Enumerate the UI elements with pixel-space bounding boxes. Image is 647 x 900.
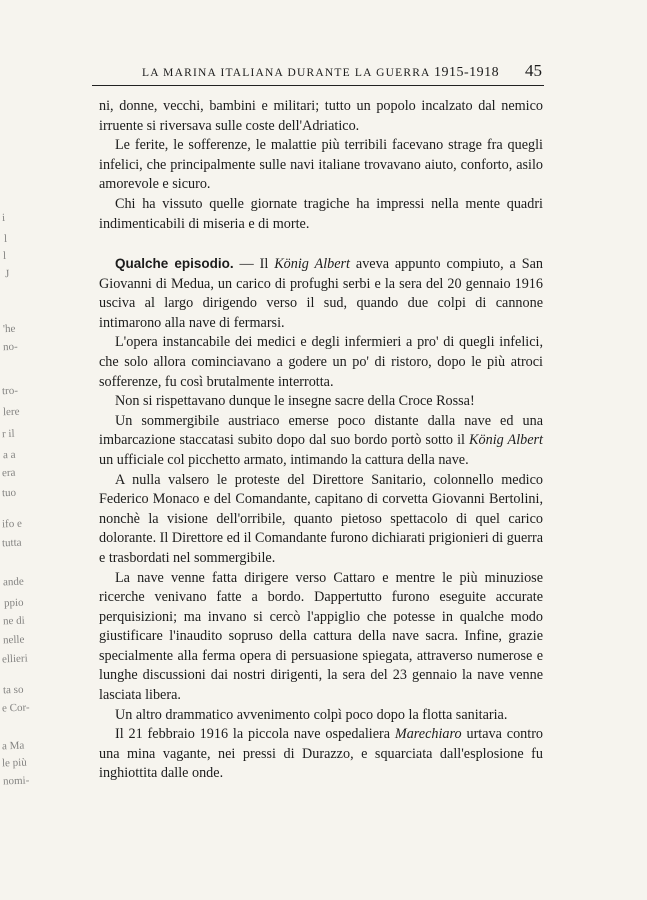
- running-title-years: 1915-1918: [434, 65, 500, 80]
- bleed-fragment: 'he: [2, 322, 16, 336]
- ship-name: König Albert: [274, 256, 350, 272]
- bleed-fragment: ne di: [2, 614, 25, 628]
- bleed-fragment: J: [4, 267, 10, 281]
- section-heading: Qualche episodio.: [115, 256, 234, 271]
- bleed-fragment: l: [2, 249, 7, 263]
- bleed-fragment: ande: [2, 575, 24, 589]
- paragraph-section-lead: Qualche episodio. — Il König Albert aveva appunto compiuto, a San Giovanni di Medua, un carico di profughi serbi e la sera del 20 gennaio 1916 usciva al largo dirigendo verso il sud, quando due colpi di cannone intimarono alla nave di fermarsi.: [99, 256, 544, 331]
- page-number: 45: [525, 61, 542, 80]
- bleed-fragment: le più: [1, 756, 27, 770]
- bleed-fragment: era: [1, 466, 16, 480]
- em-dash: —: [239, 256, 254, 272]
- bleed-fragment: tutta: [1, 536, 22, 550]
- section-qualche-episodio: [99, 254, 543, 784]
- bleed-fragment: l: [3, 232, 8, 246]
- bleed-fragment: a Ma: [1, 739, 25, 753]
- text-block-intro: [99, 97, 543, 234]
- bleed-fragment: lere: [2, 405, 20, 419]
- bleed-fragment: tuo: [1, 486, 17, 500]
- facing-page-bleed: [0, 0, 40, 900]
- bleed-fragment: e Cor-: [1, 701, 30, 715]
- paragraph: L'opera instancabile dei medici e degli infermieri a pro' di quegli infelici, che solo allora cominciavano a godere un po' di ristoro, dopo le più atroci sofferenze, fu così brutalmente interrotta.: [99, 334, 543, 390]
- running-title: LA MARINA ITALIANA DURANTE LA GUERRA 1915-1918: [142, 65, 500, 80]
- paragraph: Le ferite, le sofferenze, le malattie più terribili facevano strage fra quegli infelici, che principalmente sulle navi italiane trovavano aiuto, conforto, asilo amorevole e sicuro.: [99, 137, 543, 193]
- bleed-fragment: ellieri: [1, 652, 28, 666]
- bleed-fragment: a a: [2, 448, 16, 462]
- bleed-fragment: ppio: [3, 596, 24, 610]
- paragraph: A nulla valsero le proteste del Direttore Sanitario, colonnello medico Federico Monaco e del Comandante, capitano di corvetta Giovanni Bertolini, nonchè la visione dell'orribile, quanto pietoso spettacolo di quel carico dolorante. Il Direttore ed il Comandante furono dichiarati prigionieri di guerra e trasbordati nel sommergibile.: [99, 471, 543, 566]
- bleed-fragment: tro-: [1, 384, 19, 398]
- ship-name: Marechiaro: [394, 726, 462, 743]
- bleed-fragment: ifo e: [1, 517, 23, 531]
- bleed-fragment: nomi-: [2, 774, 30, 788]
- bleed-fragment: nelle: [2, 633, 25, 647]
- paragraph: Un altro drammatico avvenimento colpì poco dopo la flotta sanitaria.: [115, 706, 508, 723]
- bleed-fragment: no-: [2, 340, 18, 354]
- paragraph: Chi ha vissuto quelle giornate tragiche ha impressi nella mente quadri indimenticabili di miseria e di morte.: [99, 195, 543, 232]
- paragraph-continuation: ni, donne, vecchi, bambini e militari; tutto un popolo incalzato dal nemico irruente si riversava sulle coste dell'Adriatico.: [99, 98, 543, 134]
- running-header: [92, 59, 544, 86]
- bleed-fragment: r il: [1, 427, 15, 441]
- bleed-fragment: ta so: [2, 683, 24, 697]
- paragraph: Un sommergibile austriaco emerse poco distante dalla nave ed una imbarcazione staccatasi subito dopo dal suo bordo portò sotto il König Albert un ufficiale col picchetto armato, intimando la cattura della nave.: [99, 412, 544, 468]
- paragraph: La nave venne fatta dirigere verso Cattaro e mentre le più minuziose ricerche venivano fatte a bordo. Dappertutto furono eseguite accurate perquisizioni; ma invano si cercò l'appiglio che potesse in qualche modo giustificare l'inaudito sopruso della cattura della nave sacra. Infine, grazie specialmente alla ferma opera di persuasione spiegata, attraverso numerose e lunghe discussioni dai nostri dirigenti, la sera del 23 gennaio la nave venne lasciata libera.: [99, 569, 543, 704]
- bleed-fragment: i: [1, 211, 6, 225]
- ship-name: König Albert: [469, 432, 544, 449]
- paragraph: Non si rispettavano dunque le insegne sacre della Croce Rossa!: [115, 393, 475, 410]
- paragraph: Il 21 febbraio 1916 la piccola nave ospedaliera Marechiaro urtava contro una mina vagante, nei pressi di Durazzo, e squarciata dall'esplosione fu inghiottita dalle onde.: [99, 726, 544, 782]
